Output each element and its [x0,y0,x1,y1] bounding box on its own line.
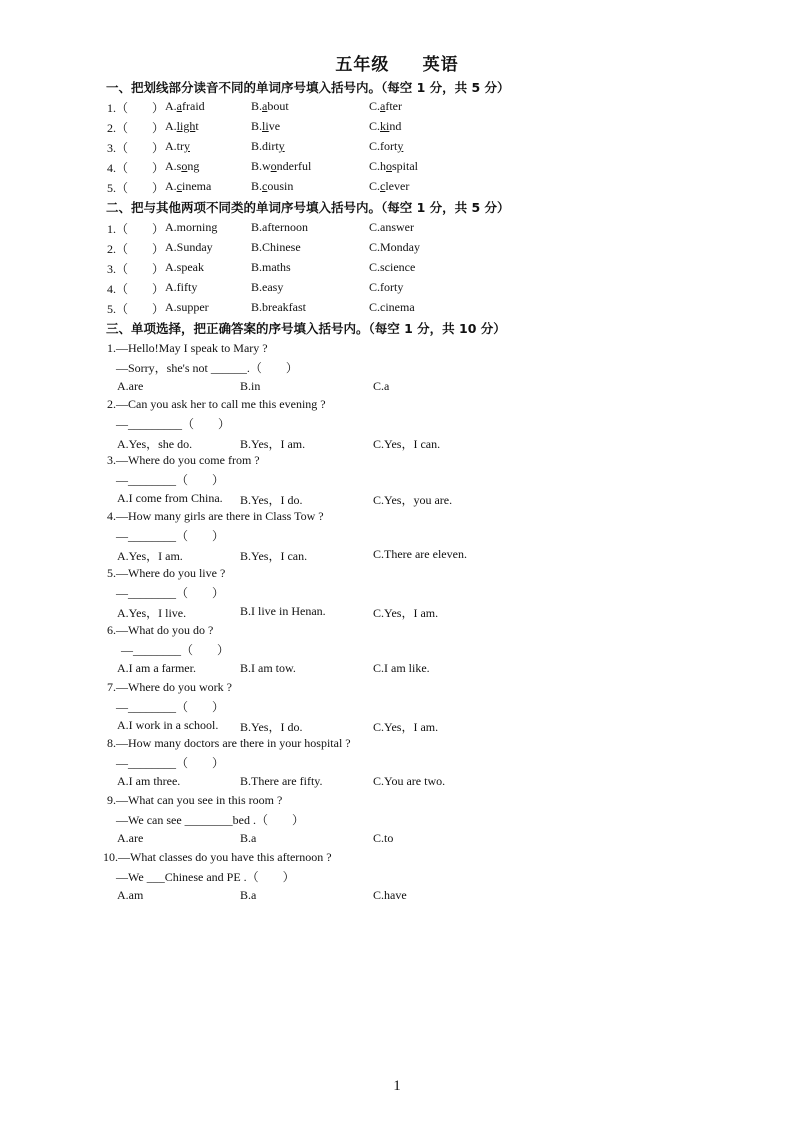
choice-a: A.Yes，I am. [117,549,183,563]
choice-a: A.I come from China. [117,491,223,505]
choice-c: C.Yes，I can. [373,437,441,451]
choice-c: C.have [373,888,407,902]
option-c: C.forty [369,139,404,153]
choice-b: B.Yes，I can. [240,549,308,563]
choice-a: A.are [117,379,144,393]
option-b: B.breakfast [251,300,306,314]
item-number[interactable]: 1.（ ） [107,101,165,115]
item-number[interactable]: 1.（ ） [107,222,165,236]
option-c: C.kind [369,119,402,133]
response-line[interactable]: —_________（ ） [116,417,231,431]
option-c: C.after [369,99,402,113]
option-a: A.light [165,119,199,133]
choice-b: B.a [240,831,257,845]
option-b: B.about [251,99,289,113]
choice-c: C.There are eleven. [373,547,467,561]
question-text: 10.—What classes do you have this afternoon ? [103,850,332,864]
question-text: 3.—Where do you come from ? [107,453,260,467]
choice-b: B.Yes，I do. [240,493,303,507]
choice-b: B.Yes，I am. [240,437,306,451]
response-line[interactable]: —________（ ） [121,643,230,657]
response-line[interactable]: —________（ ） [116,473,225,487]
choice-b: B.Yes，I do. [240,720,303,734]
option-a: A.fifty [165,280,198,294]
question-text: 8.—How many doctors are there in your hospital ? [107,736,351,750]
response-line[interactable]: —________（ ） [116,700,225,714]
choice-c: C.Yes，I am. [373,606,439,620]
choice-c: C.to [373,831,394,845]
choice-b: B.in [240,379,261,393]
item-number[interactable]: 5.（ ） [107,302,165,316]
item-number[interactable]: 4.（ ） [107,161,165,175]
choice-c: C.You are two. [373,774,446,788]
item-number[interactable]: 2.（ ） [107,242,165,256]
option-b: B.cousin [251,179,294,193]
option-b: B.Chinese [251,240,301,254]
choice-b: B.I am tow. [240,661,296,675]
question-text: 4.—How many girls are there in Class Tow ? [107,509,324,523]
option-c: C.answer [369,220,414,234]
option-a: A.cinema [165,179,212,193]
choice-b: B.There are fifty. [240,774,323,788]
option-a: A.morning [165,220,218,234]
grade-label: 五年级 [335,55,390,74]
choice-a: A.I work in a school. [117,718,219,732]
question-text: 5.—Where do you live ? [107,566,226,580]
page-number: 1 [393,1078,401,1094]
response-line[interactable]: —We ___Chinese and PE .（ ） [116,870,295,884]
option-b: B.wonderful [251,159,312,173]
option-c: C.cinema [369,300,415,314]
question-text: 1.—Hello!May I speak to Mary ? [107,341,268,355]
choice-c: C.Yes，I am. [373,720,439,734]
choice-b: B.a [240,888,257,902]
choice-c: C.a [373,379,390,393]
choice-a: A.I am a farmer. [117,661,196,675]
page-title [0,50,794,75]
option-b: B.afternoon [251,220,308,234]
option-c: C.hospital [369,159,419,173]
option-a: A.song [165,159,200,173]
option-a: A.speak [165,260,204,274]
section1-heading: 一、把划线部分读音不同的单词序号填入括号内。（每空 1 分，共 5 分） [106,80,510,95]
subject-label: 英语 [422,55,459,74]
response-line[interactable]: —________（ ） [116,529,225,543]
option-b: B.maths [251,260,291,274]
item-number[interactable]: 3.（ ） [107,262,165,276]
option-c: C.science [369,260,416,274]
choice-a: A.are [117,831,144,845]
choice-a: A.am [117,888,144,902]
response-line[interactable]: —We can see ________bed .（ ） [116,813,304,827]
choice-a: A.I am three. [117,774,181,788]
question-text: 2.—Can you ask her to call me this evening ? [107,397,326,411]
choice-c: C.I am like. [373,661,430,675]
option-c: C.Monday [369,240,420,254]
question-text: 9.—What can you see in this room ? [107,793,283,807]
response-line[interactable]: —Sorry，she's not ______.（ ） [116,361,298,375]
item-number[interactable]: 5.（ ） [107,181,165,195]
choice-b: B.I live in Henan. [240,604,326,618]
item-number[interactable]: 2.（ ） [107,121,165,135]
option-a: A.afraid [165,99,205,113]
option-b: B.easy [251,280,284,294]
option-a: A.supper [165,300,209,314]
item-number[interactable]: 3.（ ） [107,141,165,155]
question-text: 7.—Where do you work ? [107,680,232,694]
option-b: B.dirty [251,139,285,153]
option-a: A.try [165,139,190,153]
question-text: 6.—What do you do ? [107,623,214,637]
response-line[interactable]: —________（ ） [116,586,225,600]
option-a: A.Sunday [165,240,213,254]
section3-heading: 三、单项选择，把正确答案的序号填入括号内。（每空 1 分，共 10 分） [106,321,506,336]
choice-a: A.Yes，I live. [117,606,187,620]
option-c: C.clever [369,179,410,193]
section2-heading: 二、把与其他两项不同类的单词序号填入括号内。（每空 1 分，共 5 分） [106,200,510,215]
item-number[interactable]: 4.（ ） [107,282,165,296]
response-line[interactable]: —________（ ） [116,756,225,770]
option-b: B.live [251,119,281,133]
choice-c: C.Yes，you are. [373,493,453,507]
choice-a: A.Yes，she do. [117,437,193,451]
option-c: C.forty [369,280,404,294]
